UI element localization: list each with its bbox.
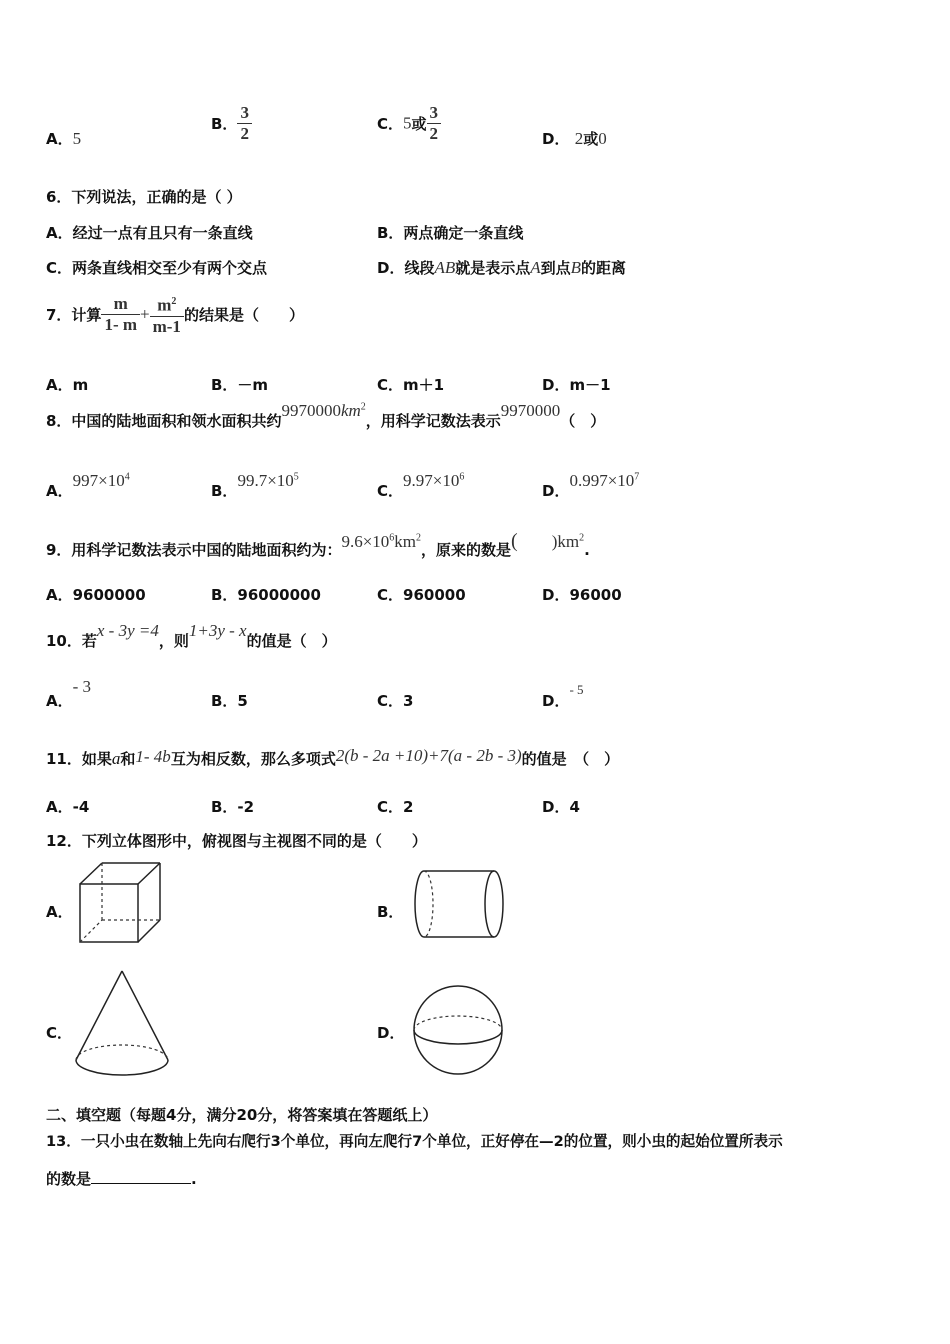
q11-option-c: C．2 xyxy=(377,798,414,816)
q6-option-c: C．两条直线相交至少有两个交点 xyxy=(46,259,268,277)
q12-option-a-label: A． xyxy=(46,903,73,921)
q6-stem: 6．下列说法，正确的是（ ） xyxy=(46,188,242,206)
section-2-title: 二、填空题（每题4分，满分20分，将答案填在答题纸上） xyxy=(46,1106,438,1124)
q11-option-d: D．4 xyxy=(542,798,580,816)
fraction: $\frac{3}{2}$ xyxy=(237,103,252,144)
q5-option-b: B． $\frac{3}{2}$ xyxy=(211,103,252,144)
q6-option-a: A．经过一点有且只有一条直线 xyxy=(46,224,253,242)
q7-option-d: D．m－1 xyxy=(542,376,611,394)
q10-option-d: D．- 5 xyxy=(542,682,584,710)
cylinder-figure xyxy=(410,866,506,942)
sphere-figure xyxy=(410,982,506,1078)
q9-stem: 9．用科学记数法表示中国的陆地面积约为：$9.6\times 10^6km^2$，原来的数是( )$km^2$. xyxy=(46,530,590,559)
cube-figure xyxy=(76,860,166,946)
q10-option-b: B．5 xyxy=(211,692,248,710)
q11-option-a: A．-4 xyxy=(46,798,90,816)
q8-option-d: D．$0.997\times 10^7$ xyxy=(542,471,640,500)
q5-option-a: A．5 xyxy=(46,129,82,148)
q8-option-c: C．$9.97\times 10^6$ xyxy=(377,471,465,500)
q6-option-d: D．线段AB就是表示点A到点B的距离 xyxy=(377,258,627,277)
q7-option-b: B．－m xyxy=(211,376,269,394)
q10-stem: 10．若x - 3y =4，则1+3y - x的值是（ ） xyxy=(46,621,337,650)
q12-option-b-label: B． xyxy=(377,903,404,921)
q13-line-1: 13．一只小虫在数轴上先向右爬行3个单位，再向左爬行7个单位，正好停在—2的位置，则小虫的起始位置所表示 xyxy=(46,1133,783,1150)
q8-option-b: B．$99.7\times 10^5$ xyxy=(211,471,299,500)
cone-figure xyxy=(72,968,172,1080)
q9-option-a: A．9600000 xyxy=(46,586,146,604)
q10-option-a: A．- 3 xyxy=(46,677,92,710)
q7-option-a: A．m xyxy=(46,376,89,394)
answer-blank[interactable] xyxy=(91,1169,191,1184)
q10-option-c: C．3 xyxy=(377,692,414,710)
q6-option-b: B．两点确定一条直线 xyxy=(377,224,524,242)
fraction-2: $\frac{m^2}{m-1}$ xyxy=(150,292,184,337)
q7-stem: 7．计算 $\frac{m}{1- m}$ + $\frac{m^2}{m-1}$ 的结果是（ ） xyxy=(46,293,304,336)
q11-option-b: B．-2 xyxy=(211,798,255,816)
q8-stem: 8．中国的陆地面积和领水面积共约$9970000km^2$，用科学记数法表示9970000（ ） xyxy=(46,401,606,430)
q9-option-d: D．96000 xyxy=(542,586,622,604)
q12-option-c-label: C． xyxy=(46,1024,73,1042)
q11-stem: 11．如果a和1- 4b互为相反数，那么多项式2(b - 2a +10)+7(a - 2b - 3)的值是 （ ） xyxy=(46,746,620,768)
q9-option-b: B．96000000 xyxy=(211,586,321,604)
q13-line-2: 的数是 . xyxy=(46,1170,197,1188)
q7-option-c: C．m＋1 xyxy=(377,376,445,394)
q12-option-d-label: D． xyxy=(377,1024,405,1042)
q9-option-c: C．960000 xyxy=(377,586,466,604)
q8-option-a: A．$997\times 10^4$ xyxy=(46,471,130,500)
q5-option-c: C．5或 $\frac{3}{2}$ xyxy=(377,103,441,144)
q12-stem: 12．下列立体图形中，俯视图与主视图不同的是（ ） xyxy=(46,832,427,850)
fraction: $\frac{3}{2}$ xyxy=(427,103,442,144)
q5-option-d: D． 2或0 xyxy=(542,129,607,148)
fraction-1: $\frac{m}{1- m}$ xyxy=(101,294,140,335)
